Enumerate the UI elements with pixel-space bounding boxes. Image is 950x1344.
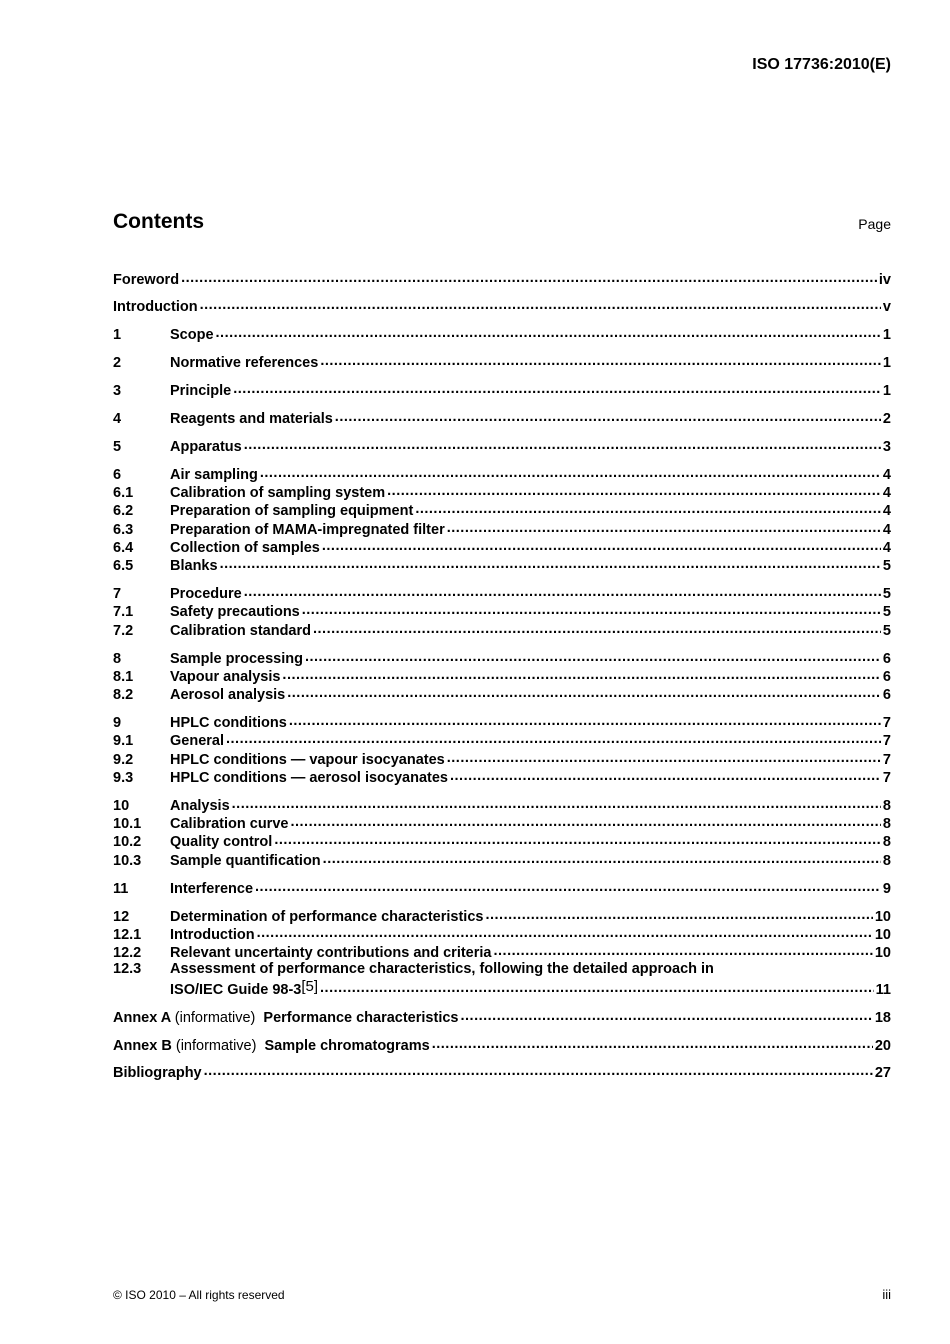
dot-leader [257, 924, 873, 939]
toc-entry-title: Procedure [170, 586, 242, 603]
dot-leader [302, 602, 881, 617]
toc-entry[interactable] [113, 501, 891, 519]
toc-entry-page: 4 [882, 539, 891, 556]
dot-leader [494, 943, 873, 958]
toc-entry[interactable] [113, 353, 891, 371]
toc-entry[interactable] [113, 464, 891, 482]
toc-entry[interactable] [113, 602, 891, 620]
toc-entry-page: 5 [882, 622, 891, 639]
toc-entry-number: 9.2 [113, 751, 134, 768]
toc-entry-title: Quality control [170, 834, 273, 851]
toc-entry-page: 5 [882, 558, 891, 575]
toc-entry-number: 6.3 [113, 521, 134, 538]
toc-entry-title: Interference [170, 880, 254, 897]
toc-entry-page: 1 [882, 383, 891, 400]
toc-entry-number: 11 [113, 880, 129, 897]
page-number: iii [882, 1287, 891, 1302]
toc-entry-number: 12.2 [113, 945, 142, 962]
dot-leader [255, 878, 881, 893]
toc-entry-page: 10 [874, 945, 891, 962]
dot-leader [432, 1035, 873, 1050]
toc-entry-title: Principle [170, 383, 232, 400]
toc-entry-number: 9.1 [113, 733, 134, 750]
dot-leader [282, 666, 881, 681]
toc-entry-title: Scope [170, 327, 214, 344]
toc-entry-title: General [170, 733, 224, 750]
toc-annex-entry[interactable] [113, 1035, 891, 1053]
toc-entry[interactable] [113, 648, 891, 666]
dot-leader [289, 713, 881, 728]
toc-annex-title [113, 1010, 458, 1026]
dot-leader [244, 584, 881, 599]
toc-entry-number: 10.1 [113, 816, 142, 833]
dot-leader [320, 979, 874, 994]
toc-annex-title [113, 1038, 430, 1054]
toc-entry-page: 18 [874, 1009, 891, 1026]
toc-entry-page: 8 [882, 834, 891, 851]
toc-entry[interactable] [113, 906, 891, 924]
document-code: ISO 17736:2010(E) [752, 56, 891, 73]
toc-entry-page: 7 [882, 751, 891, 768]
annex-label: Annex A [113, 1009, 171, 1026]
toc-entry-number: 12.1 [113, 926, 142, 943]
toc-entry-page: 8 [882, 852, 891, 869]
toc-entry-title: Apparatus [170, 438, 242, 455]
toc-entry-title: Safety precautions [170, 604, 300, 621]
toc-entry-page: 7 [882, 733, 891, 750]
toc-entry[interactable] [113, 381, 891, 399]
toc-entry[interactable] [113, 832, 891, 850]
dot-leader [204, 1063, 873, 1078]
dot-leader [200, 297, 881, 312]
toc-entry[interactable] [113, 814, 891, 832]
dot-leader [290, 814, 880, 829]
toc-entry[interactable] [113, 666, 891, 684]
toc-entry[interactable] [113, 584, 891, 602]
toc-entry[interactable] [113, 685, 891, 703]
toc-entry-title: HPLC conditions — aerosol isocyanates [170, 769, 448, 786]
toc-entry-continuation[interactable] [113, 979, 891, 997]
toc-entry-title: Relevant uncertainty contributions and criteria [170, 945, 492, 962]
annex-type: (informative) [174, 1009, 256, 1026]
dot-leader [387, 483, 881, 498]
toc-entry-page: 3 [882, 438, 891, 455]
toc-entry-page: 10 [874, 908, 891, 925]
toc-entry-number: 10.3 [113, 852, 142, 869]
copyright-notice: © ISO 2010 – All rights reserved [113, 1288, 285, 1302]
dot-leader [460, 1007, 872, 1022]
toc-entry[interactable] [113, 620, 891, 638]
toc-entry-number: 6.1 [113, 485, 134, 502]
toc-entry-title: HPLC conditions [170, 715, 287, 732]
toc-entry[interactable] [113, 924, 891, 942]
contents-title: Contents [113, 210, 204, 233]
toc-entry[interactable] [113, 878, 891, 896]
toc-entry[interactable] [113, 943, 891, 961]
dot-leader [447, 749, 881, 764]
toc-entry-title: Foreword [113, 271, 180, 288]
toc-entry-number: 2 [113, 355, 122, 372]
toc-entry-title-cont-text: ISO/IEC Guide 98-3 [170, 981, 302, 998]
dot-leader [226, 731, 881, 746]
toc-entry-number: 4 [113, 410, 122, 427]
toc-entry-title: Air sampling [170, 466, 258, 483]
dot-leader [485, 906, 872, 921]
toc-entry[interactable] [113, 713, 891, 731]
toc-entry[interactable] [113, 537, 891, 555]
toc-entry-title: Vapour analysis [170, 668, 281, 685]
dot-leader [216, 325, 881, 340]
dot-leader [323, 850, 881, 865]
toc-entry-number: 6.2 [113, 503, 134, 520]
toc-entry[interactable] [113, 483, 891, 501]
dot-leader [274, 832, 881, 847]
toc-entry-page: 27 [874, 1065, 891, 1082]
table-of-contents [113, 269, 891, 1081]
toc-entry-title: Blanks [170, 558, 218, 575]
toc-entry-number: 8 [113, 650, 122, 667]
dot-leader [313, 620, 881, 635]
dot-leader [260, 464, 881, 479]
page-column-label: Page [858, 216, 891, 232]
dot-leader [447, 519, 881, 534]
toc-entry-title: Performance characteristics [263, 1009, 459, 1026]
toc-entry-number: 10 [113, 797, 130, 814]
toc-entry-page: 6 [882, 650, 891, 667]
toc-entry[interactable] [113, 436, 891, 454]
dot-leader [320, 353, 881, 368]
toc-entry-number: 6.5 [113, 558, 134, 575]
toc-entry[interactable] [113, 749, 891, 767]
toc-entry-title: Introduction [170, 926, 255, 943]
toc-entry[interactable] [113, 519, 891, 537]
toc-entry-page: 10 [874, 926, 891, 943]
toc-entry[interactable] [113, 1063, 891, 1081]
toc-entry-page: 5 [882, 604, 891, 621]
toc-entry-title: HPLC conditions — vapour isocyanates [170, 751, 445, 768]
toc-entry[interactable] [113, 408, 891, 426]
dot-leader [287, 685, 881, 700]
toc-entry[interactable] [113, 850, 891, 868]
toc-entry-title: Calibration curve [170, 816, 289, 833]
toc-entry-number: 12.3 [113, 960, 142, 977]
toc-entry-page: 8 [882, 797, 891, 814]
toc-entry-page: 6 [882, 687, 891, 704]
dot-leader [220, 556, 881, 571]
toc-entry-page: 4 [882, 485, 891, 502]
toc-entry-page: iv [878, 271, 891, 288]
toc-entry-title: Bibliography [113, 1065, 202, 1082]
dot-leader [322, 537, 881, 552]
toc-entry-title: Calibration of sampling system [170, 485, 386, 502]
toc-entry[interactable] [113, 325, 891, 343]
toc-entry-title: Preparation of sampling equipment [170, 503, 414, 520]
toc-entry-number: 3 [113, 383, 122, 400]
toc-entry-page: 1 [882, 327, 891, 344]
toc-entry-page: 7 [882, 769, 891, 786]
toc-entry-title: Assessment of performance characteristics, following the detailed approach in [170, 960, 714, 977]
dot-leader [181, 269, 877, 284]
toc-entry-page: 11 [875, 981, 891, 998]
toc-entry-number: 10.2 [113, 834, 142, 851]
annex-label: Annex B [113, 1037, 172, 1054]
toc-entry-title: Determination of performance characteristics [170, 908, 484, 925]
toc-entry-title-continuation [170, 977, 319, 998]
toc-entry-number: 6 [113, 466, 122, 483]
toc-entry-number: 8.2 [113, 687, 134, 704]
toc-entry-title: Sample chromatograms [264, 1037, 430, 1054]
dot-leader [450, 767, 881, 782]
toc-entry-page: 9 [882, 880, 891, 897]
dot-leader [335, 408, 881, 423]
toc-entry-number: 5 [113, 438, 122, 455]
dot-leader [415, 501, 881, 516]
toc-entry-page: v [882, 299, 891, 316]
toc-entry-page: 7 [882, 715, 891, 732]
toc-entry-title: Normative references [170, 355, 319, 372]
toc-entry-page: 4 [882, 521, 891, 538]
dot-leader [305, 648, 881, 663]
toc-entry-page: 5 [882, 586, 891, 603]
toc-entry-title: Analysis [170, 797, 230, 814]
toc-entry-page: 2 [882, 410, 891, 427]
toc-entry-number: 12 [113, 908, 130, 925]
toc-entry[interactable] [113, 795, 891, 813]
toc-entry-page: 4 [882, 466, 891, 483]
toc-entry-title: Sample processing [170, 650, 303, 667]
toc-entry-title: Preparation of MAMA-impregnated filter [170, 521, 445, 538]
toc-entry-title: Introduction [113, 299, 198, 316]
toc-entry-number: 7.2 [113, 622, 134, 639]
annex-type: (informative) [175, 1037, 257, 1054]
toc-entry[interactable] [113, 297, 891, 315]
toc-entry[interactable] [113, 767, 891, 785]
toc-entry[interactable] [113, 269, 891, 287]
toc-entry-number: 1 [113, 327, 122, 344]
toc-entry-page: 20 [874, 1037, 891, 1054]
dot-leader [244, 436, 881, 451]
toc-entry[interactable] [113, 961, 891, 979]
reference-citation: [5] [301, 977, 319, 995]
toc-entry[interactable] [113, 731, 891, 749]
toc-entry-title: Calibration standard [170, 622, 311, 639]
toc-entry[interactable] [113, 556, 891, 574]
toc-entry-page: 1 [882, 355, 891, 372]
toc-entry-number: 7 [113, 586, 122, 603]
toc-entry-number: 7.1 [113, 604, 134, 621]
dot-leader [232, 795, 881, 810]
dot-leader [233, 381, 881, 396]
toc-annex-entry[interactable] [113, 1007, 891, 1025]
toc-entry-number: 9 [113, 715, 122, 732]
toc-entry-title: Aerosol analysis [170, 687, 286, 704]
toc-entry-title: Reagents and materials [170, 410, 333, 427]
toc-entry-number: 6.4 [113, 539, 134, 556]
toc-entry-title: Sample quantification [170, 852, 321, 869]
toc-entry-page: 8 [882, 816, 891, 833]
toc-entry-page: 4 [882, 503, 891, 520]
toc-entry-number: 9.3 [113, 769, 134, 786]
toc-entry-number: 8.1 [113, 668, 134, 685]
toc-entry-title: Collection of samples [170, 539, 320, 556]
toc-entry-page: 6 [882, 668, 891, 685]
